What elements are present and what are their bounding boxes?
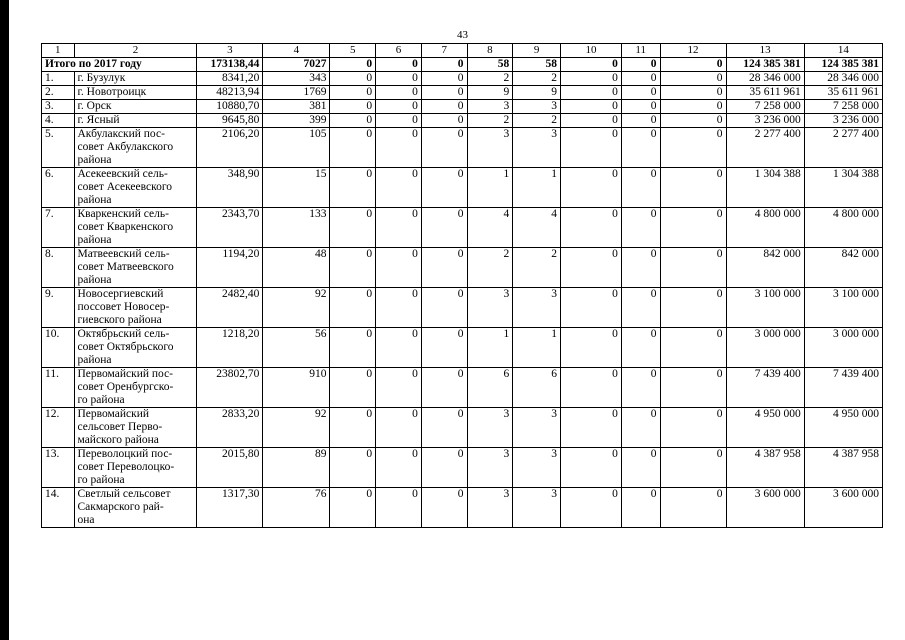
value-cell: 0 bbox=[560, 86, 621, 100]
value-cell: 0 bbox=[376, 288, 422, 328]
value-cell: 7 258 000 bbox=[804, 100, 882, 114]
value-cell: 9645,80 bbox=[197, 114, 263, 128]
municipality-name-line: она bbox=[77, 514, 95, 526]
value-cell: 0 bbox=[660, 168, 726, 208]
value-cell: 0 bbox=[560, 114, 621, 128]
column-number-cell: 4 bbox=[263, 44, 330, 58]
municipality-name-line: совет Октябрьского bbox=[77, 341, 174, 353]
row-number: 8. bbox=[42, 248, 75, 288]
value-cell: 0 bbox=[560, 248, 621, 288]
total-row bbox=[42, 58, 883, 72]
value-cell: 0 bbox=[330, 128, 376, 168]
municipality-name-line: Переволоцкий пос- bbox=[77, 448, 173, 460]
value-cell: 0 bbox=[330, 328, 376, 368]
value-cell: 0 bbox=[376, 448, 422, 488]
value-cell: 0 bbox=[621, 100, 660, 114]
total-value: 0 bbox=[330, 58, 376, 72]
municipality-name-line: совет Матвеевского bbox=[77, 261, 174, 273]
value-cell: 0 bbox=[621, 114, 660, 128]
value-cell: 2 277 400 bbox=[726, 128, 804, 168]
value-cell: 0 bbox=[560, 448, 621, 488]
value-cell: 3 bbox=[513, 408, 561, 448]
total-value: 173138,44 bbox=[197, 58, 263, 72]
value-cell: 3 bbox=[513, 288, 561, 328]
municipality-name-line: совет Асекеевского bbox=[77, 181, 172, 193]
value-cell: 0 bbox=[421, 100, 467, 114]
value-cell: 0 bbox=[660, 114, 726, 128]
value-cell: 0 bbox=[376, 100, 422, 114]
column-number-cell: 12 bbox=[660, 44, 726, 58]
row-number: 1. bbox=[42, 72, 75, 86]
value-cell: 3 bbox=[467, 128, 513, 168]
page-left-edge bbox=[0, 0, 9, 640]
municipality-name-line: района bbox=[77, 234, 112, 246]
value-cell: 2 bbox=[467, 248, 513, 288]
total-value: 7027 bbox=[263, 58, 330, 72]
value-cell: 3 000 000 bbox=[726, 328, 804, 368]
value-cell: 6 bbox=[513, 368, 561, 408]
value-cell: 2106,20 bbox=[197, 128, 263, 168]
value-cell: 0 bbox=[376, 368, 422, 408]
value-cell: 0 bbox=[421, 114, 467, 128]
row-number: 10. bbox=[42, 328, 75, 368]
value-cell: 1 304 388 bbox=[726, 168, 804, 208]
value-cell: 0 bbox=[660, 72, 726, 86]
column-number-cell: 1 bbox=[42, 44, 75, 58]
municipality-name-line: района bbox=[77, 194, 112, 206]
row-number: 5. bbox=[42, 128, 75, 168]
value-cell: 28 346 000 bbox=[726, 72, 804, 86]
value-cell: 343 bbox=[263, 72, 330, 86]
municipality-name-line: Асекеевский сель- bbox=[77, 168, 168, 180]
total-value: 0 bbox=[376, 58, 422, 72]
data-table bbox=[41, 43, 883, 528]
table-row bbox=[42, 488, 883, 528]
municipality-name-line: Акбулакский пос- bbox=[77, 128, 165, 140]
value-cell: 842 000 bbox=[726, 248, 804, 288]
value-cell: 6 bbox=[467, 368, 513, 408]
value-cell: 399 bbox=[263, 114, 330, 128]
page-number: 43 bbox=[457, 29, 468, 41]
table-row bbox=[42, 128, 883, 168]
total-value: 0 bbox=[421, 58, 467, 72]
value-cell: 0 bbox=[330, 488, 376, 528]
value-cell: 0 bbox=[660, 100, 726, 114]
value-cell: 35 611 961 bbox=[726, 86, 804, 100]
municipality-name-line: Первомайский bbox=[77, 408, 149, 420]
value-cell: 0 bbox=[421, 488, 467, 528]
value-cell: 0 bbox=[330, 448, 376, 488]
municipality-name bbox=[74, 248, 197, 288]
table-row bbox=[42, 168, 883, 208]
value-cell: 10880,70 bbox=[197, 100, 263, 114]
municipality-name bbox=[74, 288, 197, 328]
total-value: 58 bbox=[467, 58, 513, 72]
municipality-name-line: го района bbox=[77, 474, 125, 486]
column-number-cell: 8 bbox=[467, 44, 513, 58]
municipality-name bbox=[74, 208, 197, 248]
value-cell: 28 346 000 bbox=[804, 72, 882, 86]
value-cell: 0 bbox=[330, 100, 376, 114]
value-cell: 2 bbox=[513, 248, 561, 288]
row-number: 9. bbox=[42, 288, 75, 328]
value-cell: 0 bbox=[376, 114, 422, 128]
municipality-name bbox=[74, 72, 197, 86]
value-cell: 0 bbox=[560, 288, 621, 328]
value-cell: 0 bbox=[660, 128, 726, 168]
row-number: 3. bbox=[42, 100, 75, 114]
total-value: 0 bbox=[560, 58, 621, 72]
value-cell: 92 bbox=[263, 288, 330, 328]
value-cell: 76 bbox=[263, 488, 330, 528]
total-value: 58 bbox=[513, 58, 561, 72]
value-cell: 4 bbox=[513, 208, 561, 248]
value-cell: 0 bbox=[330, 114, 376, 128]
municipality-name-line: совет Акбулакского bbox=[77, 141, 174, 153]
value-cell: 0 bbox=[560, 128, 621, 168]
value-cell: 0 bbox=[376, 168, 422, 208]
value-cell: 0 bbox=[560, 72, 621, 86]
value-cell: 381 bbox=[263, 100, 330, 114]
value-cell: 1 bbox=[513, 328, 561, 368]
municipality-name-line: гиевского района bbox=[77, 314, 162, 326]
value-cell: 0 bbox=[660, 288, 726, 328]
municipality-name bbox=[74, 328, 197, 368]
value-cell: 0 bbox=[621, 248, 660, 288]
value-cell: 0 bbox=[621, 288, 660, 328]
value-cell: 0 bbox=[560, 208, 621, 248]
table-row bbox=[42, 448, 883, 488]
value-cell: 2015,80 bbox=[197, 448, 263, 488]
value-cell: 35 611 961 bbox=[804, 86, 882, 100]
value-cell: 0 bbox=[421, 168, 467, 208]
value-cell: 4 bbox=[467, 208, 513, 248]
value-cell: 4 800 000 bbox=[726, 208, 804, 248]
value-cell: 3 bbox=[467, 448, 513, 488]
municipality-name-line: г. Орск bbox=[77, 100, 112, 112]
value-cell: 0 bbox=[421, 408, 467, 448]
municipality-name-line: Новосергиевский bbox=[77, 288, 164, 300]
municipality-name bbox=[74, 128, 197, 168]
value-cell: 3 236 000 bbox=[726, 114, 804, 128]
value-cell: 0 bbox=[660, 328, 726, 368]
value-cell: 3 bbox=[467, 100, 513, 114]
table-row bbox=[42, 86, 883, 100]
value-cell: 2 bbox=[467, 114, 513, 128]
value-cell: 348,90 bbox=[197, 168, 263, 208]
value-cell: 0 bbox=[330, 208, 376, 248]
table-row bbox=[42, 408, 883, 448]
value-cell: 0 bbox=[330, 168, 376, 208]
row-number: 4. bbox=[42, 114, 75, 128]
municipality-name-line: совет Кваркенского bbox=[77, 221, 174, 233]
value-cell: 0 bbox=[621, 128, 660, 168]
value-cell: 23802,70 bbox=[197, 368, 263, 408]
value-cell: 2833,20 bbox=[197, 408, 263, 448]
value-cell: 0 bbox=[330, 408, 376, 448]
value-cell: 0 bbox=[660, 448, 726, 488]
value-cell: 0 bbox=[421, 72, 467, 86]
municipality-name bbox=[74, 86, 197, 100]
value-cell: 1 bbox=[467, 328, 513, 368]
value-cell: 0 bbox=[660, 86, 726, 100]
value-cell: 89 bbox=[263, 448, 330, 488]
value-cell: 48 bbox=[263, 248, 330, 288]
table-row bbox=[42, 208, 883, 248]
municipality-name-line: Светлый сельсовет bbox=[77, 488, 171, 500]
column-number-cell: 7 bbox=[421, 44, 467, 58]
value-cell: 3 000 000 bbox=[804, 328, 882, 368]
municipality-name-line: г. Ясный bbox=[77, 114, 120, 126]
total-label: Итого по 2017 году bbox=[42, 58, 197, 72]
municipality-name bbox=[74, 448, 197, 488]
value-cell: 9 bbox=[467, 86, 513, 100]
row-number: 6. bbox=[42, 168, 75, 208]
value-cell: 0 bbox=[660, 248, 726, 288]
value-cell: 133 bbox=[263, 208, 330, 248]
column-number-cell: 9 bbox=[513, 44, 561, 58]
row-number: 12. bbox=[42, 408, 75, 448]
value-cell: 0 bbox=[421, 248, 467, 288]
total-value: 124 385 381 bbox=[726, 58, 804, 72]
value-cell: 0 bbox=[621, 168, 660, 208]
municipality-name bbox=[74, 114, 197, 128]
column-number-row bbox=[42, 44, 883, 58]
value-cell: 0 bbox=[376, 408, 422, 448]
value-cell: 7 258 000 bbox=[726, 100, 804, 114]
value-cell: 0 bbox=[376, 72, 422, 86]
value-cell: 0 bbox=[660, 368, 726, 408]
municipality-name bbox=[74, 368, 197, 408]
value-cell: 1194,20 bbox=[197, 248, 263, 288]
value-cell: 0 bbox=[376, 208, 422, 248]
value-cell: 1218,20 bbox=[197, 328, 263, 368]
value-cell: 0 bbox=[660, 408, 726, 448]
value-cell: 0 bbox=[376, 488, 422, 528]
value-cell: 3 bbox=[513, 128, 561, 168]
value-cell: 3 600 000 bbox=[804, 488, 882, 528]
table-row bbox=[42, 72, 883, 86]
value-cell: 7 439 400 bbox=[804, 368, 882, 408]
value-cell: 4 950 000 bbox=[804, 408, 882, 448]
municipality-name-line: Октябрьский сель- bbox=[77, 328, 170, 340]
value-cell: 0 bbox=[560, 328, 621, 368]
value-cell: 2343,70 bbox=[197, 208, 263, 248]
value-cell: 0 bbox=[660, 208, 726, 248]
value-cell: 3 bbox=[467, 288, 513, 328]
value-cell: 4 387 958 bbox=[726, 448, 804, 488]
value-cell: 1 bbox=[513, 168, 561, 208]
value-cell: 0 bbox=[421, 208, 467, 248]
municipality-name-line: района bbox=[77, 354, 112, 366]
column-number-cell: 14 bbox=[804, 44, 882, 58]
column-number-cell: 3 bbox=[197, 44, 263, 58]
value-cell: 0 bbox=[330, 288, 376, 328]
value-cell: 3 bbox=[513, 488, 561, 528]
value-cell: 0 bbox=[621, 408, 660, 448]
value-cell: 7 439 400 bbox=[726, 368, 804, 408]
value-cell: 4 387 958 bbox=[804, 448, 882, 488]
value-cell: 1 bbox=[467, 168, 513, 208]
value-cell: 0 bbox=[376, 128, 422, 168]
value-cell: 92 bbox=[263, 408, 330, 448]
table-row bbox=[42, 328, 883, 368]
row-number: 11. bbox=[42, 368, 75, 408]
column-number-cell: 13 bbox=[726, 44, 804, 58]
value-cell: 8341,20 bbox=[197, 72, 263, 86]
value-cell: 0 bbox=[330, 72, 376, 86]
municipality-name-line: сельсовет Перво- bbox=[77, 421, 163, 433]
value-cell: 0 bbox=[421, 288, 467, 328]
row-number: 13. bbox=[42, 448, 75, 488]
value-cell: 0 bbox=[376, 248, 422, 288]
value-cell: 15 bbox=[263, 168, 330, 208]
municipality-name-line: района bbox=[77, 274, 112, 286]
municipality-name-line: совет Оренбургско- bbox=[77, 381, 174, 393]
value-cell: 105 bbox=[263, 128, 330, 168]
municipality-name bbox=[74, 168, 197, 208]
value-cell: 9 bbox=[513, 86, 561, 100]
value-cell: 0 bbox=[330, 368, 376, 408]
column-number-cell: 10 bbox=[560, 44, 621, 58]
value-cell: 0 bbox=[621, 72, 660, 86]
municipality-name bbox=[74, 100, 197, 114]
value-cell: 4 800 000 bbox=[804, 208, 882, 248]
municipality-name-line: Матвеевский сель- bbox=[77, 248, 170, 260]
value-cell: 0 bbox=[621, 86, 660, 100]
value-cell: 1 304 388 bbox=[804, 168, 882, 208]
row-number: 2. bbox=[42, 86, 75, 100]
value-cell: 3 100 000 bbox=[804, 288, 882, 328]
value-cell: 2 277 400 bbox=[804, 128, 882, 168]
value-cell: 4 950 000 bbox=[726, 408, 804, 448]
municipality-name-line: района bbox=[77, 154, 112, 166]
value-cell: 0 bbox=[330, 86, 376, 100]
municipality-name-line: майского района bbox=[77, 434, 159, 446]
column-number-cell: 5 bbox=[330, 44, 376, 58]
table-row bbox=[42, 100, 883, 114]
value-cell: 0 bbox=[421, 368, 467, 408]
municipality-name-line: Первомайский пос- bbox=[77, 368, 173, 380]
municipality-name bbox=[74, 408, 197, 448]
table-row bbox=[42, 114, 883, 128]
value-cell: 0 bbox=[560, 408, 621, 448]
value-cell: 0 bbox=[560, 168, 621, 208]
value-cell: 0 bbox=[560, 488, 621, 528]
table-row bbox=[42, 288, 883, 328]
row-number: 7. bbox=[42, 208, 75, 248]
total-value: 0 bbox=[621, 58, 660, 72]
municipality-name-line: г. Бузулук bbox=[77, 72, 126, 84]
municipality-name bbox=[74, 488, 197, 528]
value-cell: 2 bbox=[467, 72, 513, 86]
value-cell: 910 bbox=[263, 368, 330, 408]
total-value: 0 bbox=[660, 58, 726, 72]
value-cell: 0 bbox=[421, 128, 467, 168]
value-cell: 3 bbox=[513, 448, 561, 488]
value-cell: 2482,40 bbox=[197, 288, 263, 328]
column-number-cell: 2 bbox=[74, 44, 197, 58]
value-cell: 0 bbox=[330, 248, 376, 288]
value-cell: 1769 bbox=[263, 86, 330, 100]
total-value: 124 385 381 bbox=[804, 58, 882, 72]
value-cell: 0 bbox=[421, 448, 467, 488]
value-cell: 0 bbox=[421, 86, 467, 100]
value-cell: 2 bbox=[513, 72, 561, 86]
row-number: 14. bbox=[42, 488, 75, 528]
value-cell: 3 236 000 bbox=[804, 114, 882, 128]
value-cell: 0 bbox=[660, 488, 726, 528]
table-row bbox=[42, 248, 883, 288]
municipality-name-line: г. Новотроицк bbox=[77, 86, 147, 98]
column-number-cell: 6 bbox=[376, 44, 422, 58]
value-cell: 3 bbox=[467, 408, 513, 448]
municipality-name-line: го района bbox=[77, 394, 125, 406]
value-cell: 0 bbox=[421, 328, 467, 368]
value-cell: 0 bbox=[376, 86, 422, 100]
municipality-name-line: Сакмарского рай- bbox=[77, 501, 164, 513]
municipality-name-line: Кваркенский сель- bbox=[77, 208, 169, 220]
value-cell: 842 000 bbox=[804, 248, 882, 288]
value-cell: 0 bbox=[376, 328, 422, 368]
municipality-name-line: поссовет Новосер- bbox=[77, 301, 170, 313]
value-cell: 0 bbox=[560, 100, 621, 114]
value-cell: 0 bbox=[621, 328, 660, 368]
value-cell: 3 600 000 bbox=[726, 488, 804, 528]
value-cell: 0 bbox=[621, 448, 660, 488]
value-cell: 3 bbox=[467, 488, 513, 528]
column-number-cell: 11 bbox=[621, 44, 660, 58]
municipality-name-line: совет Переволоцко- bbox=[77, 461, 175, 473]
value-cell: 56 bbox=[263, 328, 330, 368]
value-cell: 3 100 000 bbox=[726, 288, 804, 328]
table-row bbox=[42, 368, 883, 408]
value-cell: 1317,30 bbox=[197, 488, 263, 528]
value-cell: 0 bbox=[560, 368, 621, 408]
value-cell: 0 bbox=[621, 488, 660, 528]
value-cell: 0 bbox=[621, 368, 660, 408]
value-cell: 2 bbox=[513, 114, 561, 128]
value-cell: 0 bbox=[621, 208, 660, 248]
value-cell: 48213,94 bbox=[197, 86, 263, 100]
value-cell: 3 bbox=[513, 100, 561, 114]
